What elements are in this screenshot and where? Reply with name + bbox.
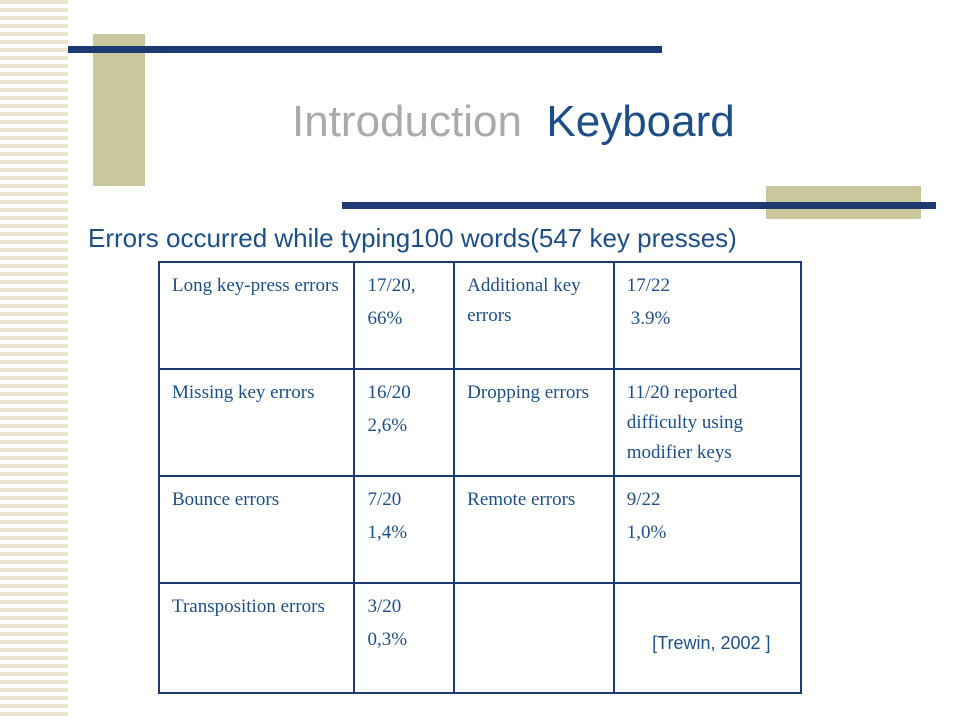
table-cell bbox=[354, 476, 454, 583]
cell-count: 17/20, bbox=[367, 275, 416, 296]
title-part-keyboard: Keyboard bbox=[546, 97, 735, 146]
table-cell bbox=[614, 583, 801, 693]
cell-percent: 2,6% bbox=[367, 415, 408, 436]
table-row bbox=[159, 583, 801, 693]
table-row bbox=[159, 369, 801, 476]
cell-label: Additional key errors bbox=[467, 275, 581, 326]
cell-label: Missing key errors bbox=[172, 382, 315, 403]
table-cell bbox=[354, 369, 454, 476]
cell-percent: 0,3% bbox=[367, 629, 408, 650]
cell-note: 11/20 reported difficulty using modifier keys bbox=[626, 382, 744, 463]
table-cell bbox=[614, 476, 801, 583]
decor-rule-top bbox=[68, 46, 662, 53]
cell-percent: 3.9% bbox=[630, 308, 671, 329]
table-cell bbox=[454, 262, 614, 369]
cell-count: 9/22 bbox=[626, 489, 661, 510]
table-cell bbox=[614, 262, 801, 369]
cell-label: Remote errors bbox=[467, 489, 576, 510]
decor-block-vertical bbox=[93, 34, 145, 186]
cell-label: Transposition errors bbox=[172, 596, 325, 617]
table-row bbox=[159, 262, 801, 369]
cell-label: Dropping errors bbox=[467, 382, 590, 403]
decor-rule-right bbox=[342, 202, 936, 209]
table-cell bbox=[454, 369, 614, 476]
table-cell bbox=[159, 369, 354, 476]
cell-count: 17/22 bbox=[626, 275, 670, 296]
table-cell bbox=[354, 262, 454, 369]
table-cell bbox=[454, 476, 614, 583]
slide-title bbox=[292, 96, 735, 148]
cell-count: 16/20 bbox=[367, 382, 411, 403]
title-part-introduction: Introduction bbox=[292, 97, 522, 146]
table-cell bbox=[159, 476, 354, 583]
cell-count: 7/20 bbox=[367, 489, 402, 510]
error-table bbox=[158, 261, 802, 694]
table-cell bbox=[614, 369, 801, 476]
table-cell bbox=[159, 583, 354, 693]
table-cell bbox=[354, 583, 454, 693]
citation: [Trewin, 2002 ] bbox=[652, 633, 771, 653]
cell-percent: 1,4% bbox=[367, 522, 408, 543]
cell-count: 3/20 bbox=[367, 596, 402, 617]
table-row bbox=[159, 476, 801, 583]
cell-label: Long key-press errors bbox=[172, 275, 339, 296]
slide-subtitle: Errors occurred while typing100 words(547 key presses) bbox=[88, 223, 737, 253]
cell-percent: 66% bbox=[367, 308, 403, 329]
cell-percent: 1,0% bbox=[626, 522, 667, 543]
cell-label: Bounce errors bbox=[172, 489, 280, 510]
table-cell bbox=[159, 262, 354, 369]
striped-side-bar bbox=[0, 0, 68, 720]
table-cell bbox=[454, 583, 614, 693]
